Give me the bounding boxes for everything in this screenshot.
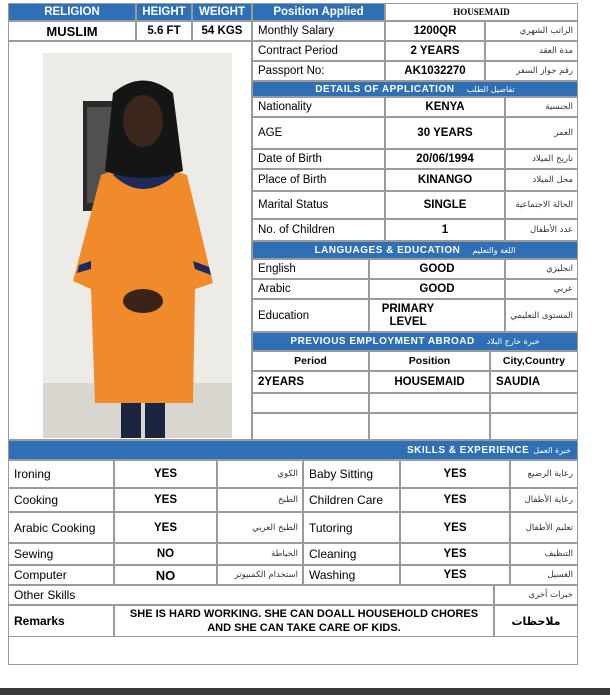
language-label-ar: المستوى التعليمي [505,299,578,332]
contract-value: 2 YEARS [385,41,485,61]
employment-empty-cell [490,393,578,413]
language-label: Arabic [252,279,369,299]
religion-header: RELIGION [8,3,136,21]
bottom-bar [0,688,610,695]
skill-value: YES [400,460,510,488]
details-title: DETAILS OF APPLICATION [315,83,455,95]
employment-position: HOUSEMAID [369,371,490,393]
details-title-ar: تفاصيل الطلب [466,84,515,94]
weight-value: 54 KGS [192,21,252,41]
skill-label-ar: تعليم الأطفال [510,512,578,543]
language-value: PRIMARY LEVEL [369,299,505,332]
remarks-label: Remarks [8,605,114,637]
skills-title: SKILLS & EXPERIENCE [406,444,530,456]
skill-label-ar: التنظيف [510,543,578,565]
skill-value: YES [400,488,510,512]
skill-value: YES [114,512,217,543]
language-label: Education [252,299,369,332]
skill-label-ar: رعاية الأطفال [510,488,578,512]
skill-label: Computer [8,565,114,585]
employment-period: 2YEARS [252,371,369,393]
details-label-ar: تاريخ الميلاد [505,149,578,169]
language-value: GOOD [369,279,505,299]
skill-label: Cooking [8,488,114,512]
skill-label-ar: الغسيل [510,565,578,585]
employment-section-header [252,332,578,351]
skill-label: Ironing [8,460,114,488]
employment-header-period: Period [252,351,369,371]
language-value: GOOD [369,259,505,279]
employment-empty-cell [369,413,490,440]
contract-value: AK1032270 [385,61,485,81]
remarks-ar: ملاحظات [494,605,578,637]
skill-value: YES [400,543,510,565]
religion-value: MUSLIM [8,21,136,41]
employment-city: SAUDIA [490,371,578,393]
details-label-ar: عدد الأطفال [505,219,578,241]
height-header: HEIGHT [136,3,192,21]
applicant-photo [43,53,232,438]
contract-label-ar: الراتب الشهري [485,21,578,41]
details-section-header [252,81,578,97]
details-value: 20/06/1994 [385,149,505,169]
position-applied-value: HOUSEMAID [385,3,578,21]
employment-header-position: Position [369,351,490,371]
details-value: KINANGO [385,169,505,191]
details-value: SINGLE [385,191,505,219]
weight-header: WEIGHT [192,3,252,21]
position-applied-header: Position Applied [252,3,385,21]
skill-value: YES [400,565,510,585]
skill-label-ar: الكوي [217,460,303,488]
languages-title: LANGUAGES & EDUCATION [314,244,461,256]
contract-label: Passport No: [252,61,385,81]
language-label: English [252,259,369,279]
contract-value: 1200QR [385,21,485,41]
skill-value: NO [114,565,217,585]
contract-label-ar: مدة العقد [485,41,578,61]
details-value: KENYA [385,97,505,117]
skill-label-ar: الطبخ [217,488,303,512]
languages-title-ar: اللغة والتعليم [472,245,516,255]
contract-label: Monthly Salary [252,21,385,41]
skill-label: Children Care [303,488,400,512]
contract-label-ar: رقم جواز السفر [485,61,578,81]
skill-value: NO [114,543,217,565]
language-label-ar: عربي [505,279,578,299]
details-label-ar: الحالة الاجتماعية [505,191,578,219]
details-label: No. of Children [252,219,385,241]
skill-label-ar: الخياطة [217,543,303,565]
details-value: 30 YEARS [385,117,505,149]
skill-label: Tutoring [303,512,400,543]
details-label-ar: الجنسية [505,97,578,117]
skill-label: Washing [303,565,400,585]
skill-label-ar: استخدام الكمبيوتر [217,565,303,585]
skill-label: Arabic Cooking [8,512,114,543]
employment-empty-cell [490,413,578,440]
skill-label-ar: رعاية الرضيع [510,460,578,488]
skill-value: YES [400,512,510,543]
height-value: 5.6 FT [136,21,192,41]
language-label-ar: انجليزي [505,259,578,279]
page-bottom-border [8,637,578,665]
skill-label-ar: الطبخ العربي [217,512,303,543]
employment-title: PREVIOUS EMPLOYMENT ABROAD [290,336,475,347]
other-skills-label: Other Skills [8,585,494,605]
details-label: Date of Birth [252,149,385,169]
other-skills-ar: خبرات أخرى [494,585,578,605]
languages-section-header [252,241,578,259]
skill-value: YES [114,488,217,512]
employment-empty-cell [252,413,369,440]
details-label-ar: العمر [505,117,578,149]
skills-section-header [8,440,578,460]
contract-label: Contract Period [252,41,385,61]
employment-empty-cell [369,393,490,413]
skill-label: Sewing [8,543,114,565]
employment-title-ar: خبرة خارج البلاد [486,337,540,346]
details-value: 1 [385,219,505,241]
details-label: Nationality [252,97,385,117]
remarks-value: SHE IS HARD WORKING. SHE CAN DOALL HOUSEHOLD CHORES AND SHE CAN TAKE CARE OF KIDS. [114,605,494,637]
skill-label: Baby Sitting [303,460,400,488]
employment-header-city: City,Country [490,351,578,371]
skill-value: YES [114,460,217,488]
details-label: AGE [252,117,385,149]
details-label: Marital Status [252,191,385,219]
skills-title-ar: خبرة العمل [533,445,571,455]
details-label-ar: محل الميلاد [505,169,578,191]
details-label: Place of Birth [252,169,385,191]
employment-empty-cell [252,393,369,413]
skill-label: Cleaning [303,543,400,565]
